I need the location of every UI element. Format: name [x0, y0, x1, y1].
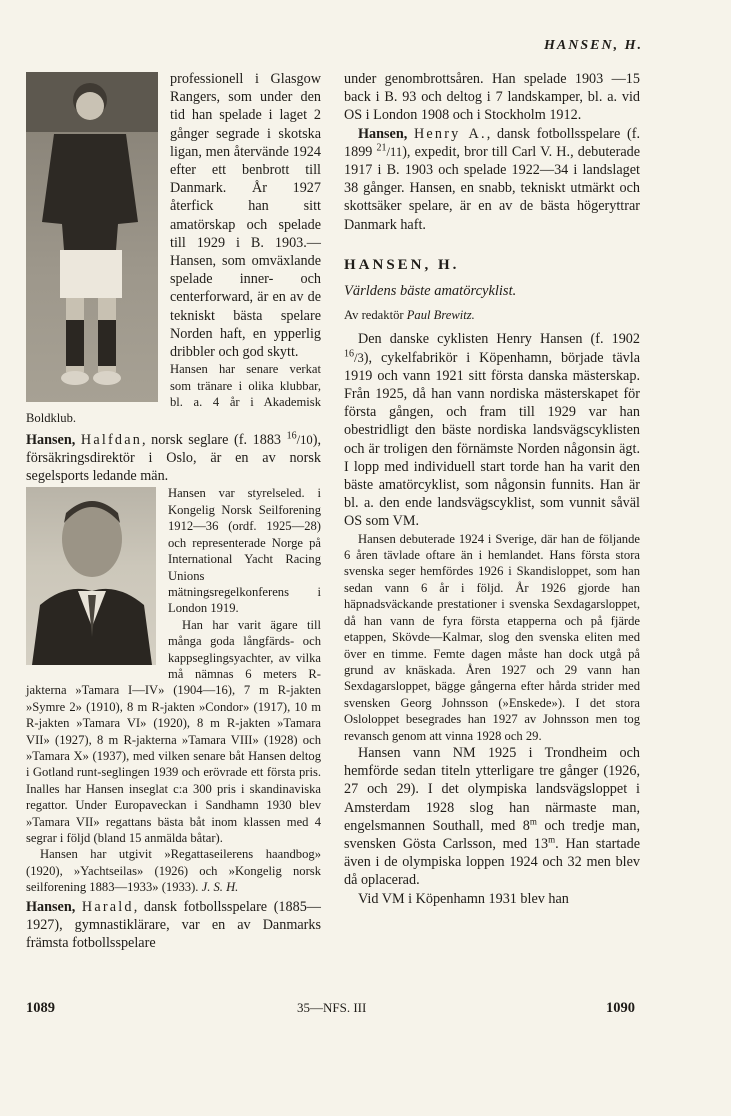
entry-hansen-halfdan	[26, 431, 321, 486]
page-number-right: 1090	[606, 1000, 635, 1016]
entry-desc: , norsk seglare (f. 1883	[141, 431, 282, 448]
cyclist-championships	[344, 744, 640, 890]
byline-prefix: Av redaktör	[344, 308, 404, 323]
entry-given-name: Halfdan	[80, 431, 142, 448]
hansen-halfdan-note-2: Han har varit ägare till många goda långfärds- och kappseglingsyachter, av vilka må nämnas 6 meters R-jakterna »Tamara I—IV» (1904—16), 7 m R-jakten »Symre 2» (1910), 8 m R-jakten »Condor» (1917), 10 m R-jakten »Tamara VI» (1920), 8 m R-jakten »Tamara VII» (1927), 8 m R-jakterna »Tamara VIII» (1928) och »Tamara X» (1937), med vilken senare båt Hansen deltog i Gotland runt-seglingen 1939 och erövrade ett första pris. Inalles har Hansen inseglat c:a 300 pris i skandinaviska regattor. Under Europaveckan i Sandhamn 1930 blev »Tamara VII» regattans bästa båt inom klassen med 4 segrar i följd (bland 15 anmälda båtar).	[26, 617, 321, 846]
section-title: HANSEN, H.	[344, 256, 460, 273]
intro-rest: ), cykelfabrikör i Köpenhamn, började tävla 1919 och vann 1921 sitt första danska mästerskap. Från 1925, då han vann nordiska mästerskapet för första gången, och fram till 1929 var han obestridligt den bäste nordiska landsvägscyklisten och är troligen den förnämste Norden någonsin ägt. I lopp med individuell start torde han ha varit den bäste amatörcyklist, som någonsin funnits. Han är bl. a. den ende landsvägscyklist, som vunnit såväl OS som VM.	[344, 349, 640, 530]
entry-hansen-henry-a	[344, 125, 640, 234]
sailor-portrait-photo	[26, 487, 156, 665]
byline-author: Paul Brewitz.	[406, 308, 475, 323]
right-column	[344, 70, 640, 908]
entry-rest: ), expedit, bror till Carl V. H., debuterade 1917 i B. 1903 och spelade 1922—34 i landslaget 38 gånger. Hansen, en snabb, tekniskt utmärkt och skottsäker spelare, är en av de bästa högeryttrar Danmark haft.	[344, 143, 641, 233]
hansen-harald-continued: under genombrottsåren. Han spelade 1903 —15 back i B. 93 och deltog i 7 landskamper, bl. a. vid OS i London 1908 och i Stockholm 1912.	[344, 71, 640, 124]
footballer-photo	[26, 72, 158, 402]
footballer-figure-icon	[26, 72, 158, 402]
cyclist-vm: Vid VM i Köpenhamn 1931 blev han	[358, 890, 569, 907]
byline	[344, 306, 640, 324]
minutes-unit: m	[548, 834, 556, 845]
cyclist-sweden-note: Hansen debuterade 1924 i Sverige, där han de följande 6 åren tävlade oftare än i hemlandet. Hans första stora svenska seger hemfördes 1926 i Skandisloppet, som han sedan vann 6 år i följd. År 1926 gjorde han häpnadsväckande prestationer i svenska Sexdagarsloppet, då han vann de fyra första etapperna och på fjärde etappen, Skövde—Kalmar, slog den svenska eliten med över en timme. Femte dagen måste han dock utgå på grund av knäskada. Åren 1927 och 29 vann han Sexdagarsloppet, bägge gångerna efter hårda strider med svensken Georg Johnsson (»Enskede»). I det stora Osloloppet besegrades han 1927 av Johnsson men tog revansch genom att vinna 1928 och 29.	[344, 531, 640, 743]
birth-month: /11	[386, 144, 403, 159]
birth-day: 21	[376, 142, 387, 154]
entry-surname: Hansen,	[26, 431, 76, 448]
entry-rest: ), försäkringsdirektör i Oslo, är en av norsk segelsports ledande män.	[26, 431, 322, 485]
entry-surname: Hansen,	[358, 125, 408, 142]
birth-month: /3	[354, 350, 364, 365]
hansen-footballer-bio: professionell i Glasgow Rangers, som under den tid han spelade i laget 2 gånger segrade i skotska ligan, men återvände 1924 efter ett benbrott till Danmark. År 1927 återfick han sitt amatörskap och spelade till 1929 i B. 1903.—Hansen, som omväxlande spelade inner- och centerforward, är en av de tekniskt bästa spelare Norden haft, en ypperlig dribbler och god skytt.	[170, 71, 321, 361]
championships-rest: . Han startade även i de olympiska loppen 1924 och 32 men blev då oplacerad.	[344, 835, 640, 889]
entry-given-name: Harald	[81, 898, 134, 915]
minutes-unit: m	[529, 816, 537, 827]
birth-day: 16	[344, 347, 354, 359]
hansen-halfdan-note-3	[26, 846, 321, 895]
section-subtitle: Världens bäste amatörcyklist.	[344, 283, 517, 300]
portrait-figure-icon	[26, 487, 156, 665]
signature-mark: 35—NFS. III	[297, 1000, 367, 1015]
hansen-footballer-note: Hansen har senare verkat som tränare i olika klubbar, bl. a. 4 år i Akademisk Boldklub.	[26, 362, 321, 426]
entry-rest: , dansk fotbollsspelare (1885—1927), gymnastiklärare, var en av Danmarks främsta fotbollsspelare	[26, 898, 321, 952]
championships-text: Hansen vann NM 1925 i Trondheim och hemförde sedan titeln ytterligare tre gånger (1926, 27 och 29). I det olympiska landsvägsloppet i Amsterdam 1928 slog han närmaste man, engelsmannen Southall, med 8	[344, 744, 640, 834]
left-column	[26, 70, 321, 952]
birth-day: 16	[286, 430, 297, 442]
author-signature: J. S. H.	[201, 880, 239, 895]
hansen-halfdan-note-1: Hansen var styrelseled. i Kongelig Norsk Seilforening 1912—36 (ordf. 1925—28) och representerade Norge på International Yacht Racing Unions mätningsregelkonferens i London 1919.	[168, 486, 321, 616]
entry-desc: , dansk fotbollsspelare (f. 1899	[344, 125, 640, 160]
entry-surname: Hansen,	[26, 898, 76, 915]
championships-mid: och tredje man, svensken Gösta Carlsson, med 13	[344, 817, 640, 852]
running-head: HANSEN, H.	[544, 38, 643, 53]
intro-text: Den danske cyklisten Henry Hansen (f. 1902	[358, 331, 640, 348]
page-number-left: 1089	[26, 1000, 55, 1016]
birth-month: /10	[296, 432, 313, 447]
hansen-halfdan-publications: Hansen har utgivit »Regattaseilerens haandbog» (1920), »Yachtseilas» (1926) och »Kongelig norsk seilforening 1883—1933» (1933).	[26, 847, 321, 895]
entry-given-name: Henry A.	[413, 125, 487, 142]
cyclist-intro	[344, 330, 640, 530]
entry-hansen-harald	[26, 898, 321, 953]
